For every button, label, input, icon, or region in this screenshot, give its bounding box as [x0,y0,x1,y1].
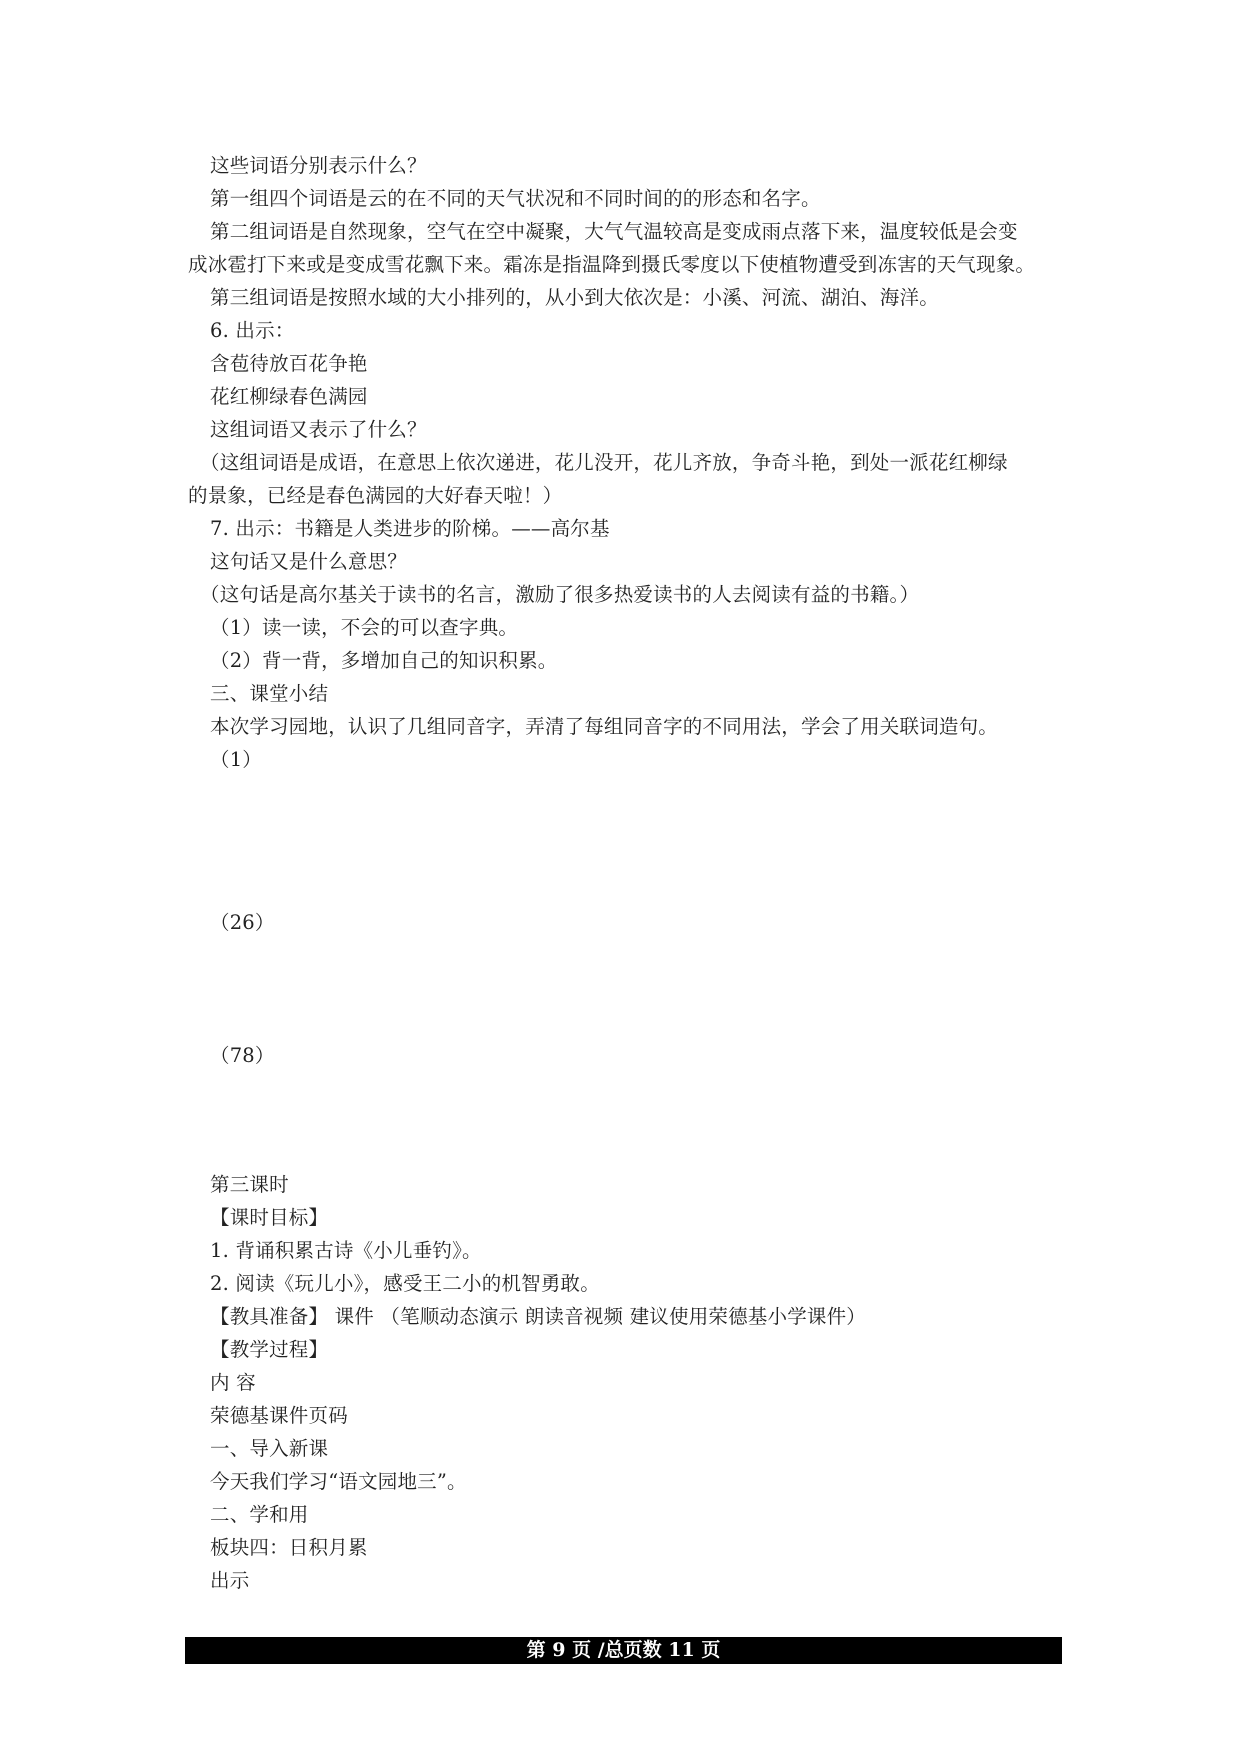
text-line: 7. 出示：书籍是人类进步的阶梯。——高尔基 [210,517,610,540]
text-line: 出示 [210,1569,250,1592]
page-footer [185,1637,1062,1664]
text-line: 6. 出示： [210,319,295,342]
text-line: 第三组词语是按照水域的大小排列的，从小到大依次是：小溪、河流、湖泊、海洋。 [210,286,939,309]
page-number-label: 第 9 页 /总页数 11 页 [526,1639,721,1661]
text-line: 成冰雹打下来或是变成雪花飘下来。霜冻是指温降到摄氏零度以下使植物遭受到冻害的天气现象。 [188,253,1036,276]
section-heading: 二、学和用 [210,1503,309,1526]
text-line: 花红柳绿春色满园 [210,385,368,408]
text-line: （78） [210,1044,275,1067]
section-heading: 一、导入新课 [210,1437,329,1460]
section-heading: 第三课时 [210,1173,289,1196]
text-line: 第二组词语是自然现象，空气在空中凝聚，大气气温较高是变成雨点落下来，温度较低是会变 [210,220,1018,243]
text-line: 含苞待放百花争艳 [210,352,368,375]
text-line: （1）读一读，不会的可以查字典。 [210,616,519,639]
text-line: 内 容 [210,1371,256,1394]
text-line: （这组词语是成语，在意思上依次递进，花儿没开，花儿齐放，争奇斗艳，到处一派花红柳绿 [200,451,1008,474]
text-line: 这些词语分别表示什么？ [210,154,427,177]
text-line: 的景象，已经是春色满园的大好春天啦！） [188,484,563,507]
text-line: 这句话又是什么意思？ [210,550,408,573]
text-line: 板块四：日积月累 [210,1536,368,1559]
text-line: 本次学习园地，认识了几组同音字，弄清了每组同音字的不同用法，学会了用关联词造句。 [210,715,999,738]
text-line: （26） [210,911,275,934]
text-line: 1. 背诵积累古诗《小儿垂钓》。 [210,1239,482,1262]
section-heading: 【课时目标】 [210,1206,329,1229]
section-heading: 【教学过程】 [210,1338,329,1361]
text-line: 【教具准备】 课件 （笔顺动态演示 朗读音视频 建议使用荣德基小学课件） [210,1305,866,1328]
text-line: 荣德基课件页码 [210,1404,348,1427]
text-line: 第一组四个词语是云的在不同的天气状况和不同时间的的形态和名字。 [210,187,821,210]
text-line: 2. 阅读《玩儿小》，感受王二小的机智勇敢。 [210,1272,600,1295]
text-line: （2）背一背，多增加自己的知识积累。 [210,649,558,672]
section-heading: 三、课堂小结 [210,682,329,705]
text-line: 今天我们学习“语文园地三”。 [210,1470,467,1493]
text-line: 这组词语又表示了什么？ [210,418,427,441]
text-line: （1） [210,748,263,771]
text-line: （这句话是高尔基关于读书的名言，激励了很多热爱读书的人去阅读有益的书籍。） [200,583,920,606]
